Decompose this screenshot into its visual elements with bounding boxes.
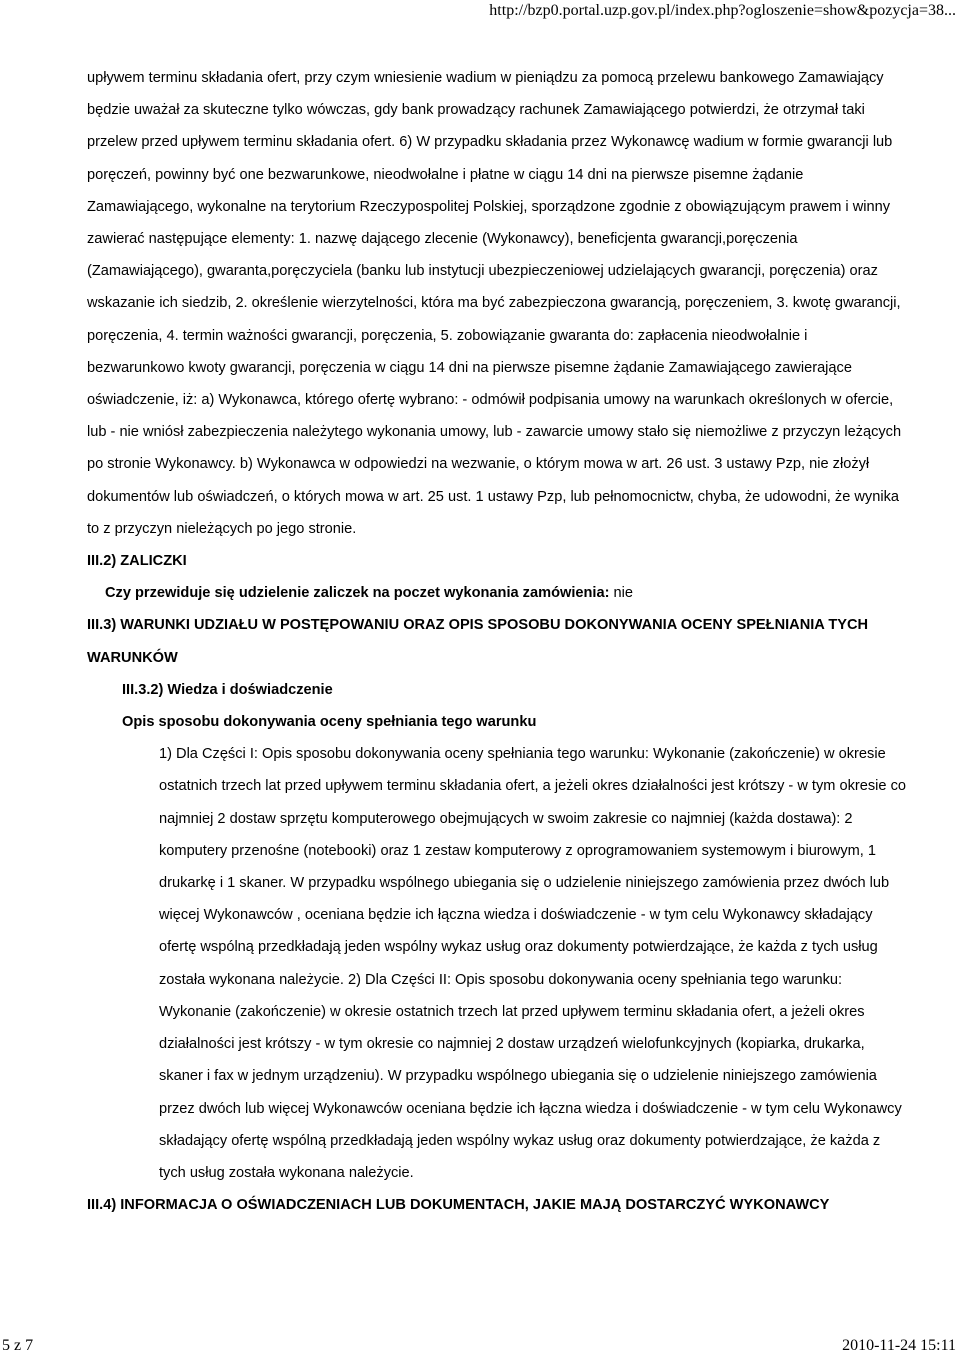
- section-III-4-heading: III.4) INFORMACJA O OŚWIADCZENIACH LUB DOKUMENTACH, JAKIE MAJĄ DOSTARCZYĆ WYKONAWCY: [87, 1197, 830, 1214]
- advance-payment-question: [87, 577, 907, 609]
- document-body: [87, 62, 907, 1221]
- section-III-2-heading: III.2) ZALICZKI: [87, 553, 187, 570]
- section-III-3-heading: III.3) WARUNKI UDZIAŁU W POSTĘPOWANIU ORAZ OPIS SPOSOBU DOKONYWANIA OCENY SPEŁNIANIA TYCH WARUNKÓW: [87, 617, 869, 666]
- page-number: 5 z 7: [2, 1337, 34, 1354]
- question-label: Czy przewiduje się udzielenie zaliczek na poczet wykonania zamówienia:: [105, 585, 610, 602]
- print-datetime: 2010-11-24 15:11: [842, 1337, 956, 1354]
- experience-paragraph: 1) Dla Części I: Opis sposobu dokonywania oceny spełniania tego warunku: Wykonanie (zakończenie) w okresie ostatnich trzech lat przed upływem terminu składania ofert, a jeżeli okres działalności jest krótszy - w tym okresie co najmniej 2 dostaw sprzętu komputerowego obejmujących w swoim zakresie co najmniej (każda dostawa): 2 komputery przenośne (notebooki) oraz 1 zestaw komputerowy z oprogramowaniem systemowym i biurowym, 1 drukarkę i 1 skaner. W przypadku wspólnego ubiegania się o udzielenie niniejszego zamówienia przez dwóch lub więcej Wykonawców , oceniana będzie ich łączna wiedza i doświadczenie - w tym celu Wykonawcy składający ofertę wspólną przedkładają jeden wspólny wykaz usług oraz dokumenty potwierdzające, że każda z tych usług została wykonana należycie. 2) Dla Części II: Opis sposobu dokonywania oceny spełniania tego warunku: Wykonanie (zakończenie) w okresie ostatnich trzech lat przed upływem terminu składania ofert, a jeżeli okres działalności jest krótszy - w tym okresie co najmniej 2 dostaw urządzeń wielofunkcyjnych (kopiarka, drukarka, skaner i fax w jednym urządzeniu). W przypadku wspólnego ubiegania się o udzielenie niniejszego zamówienia przez dwóch lub więcej Wykonawców oceniana będzie ich łączna wiedza i doświadczenie - w tym celu Wykonawcy składający ofertę wspólną przedkładają jeden wspólny wykaz usług oraz dokumenty potwierdzające, że każda z tych usług została wykonana należycie.: [159, 746, 907, 1181]
- assessment-description-heading: Opis sposobu dokonywania oceny spełniania tego warunku: [122, 714, 537, 731]
- question-answer: nie: [609, 585, 633, 602]
- page-url: http://bzp0.portal.uzp.gov.pl/index.php?ogloszenie=show&pozycja=38...: [489, 2, 956, 19]
- wadium-paragraph: upływem terminu składania ofert, przy czym wniesienie wadium w pieniądzu za pomocą przelewu bankowego Zamawiający będzie uważał za skuteczne tylko wówczas, gdy bank prowadzący rachunek Zamawiającego potwierdzi, że otrzymał taki przelew przed upływem terminu składania ofert. 6) W przypadku składania przez Wykonawcę wadium w formie gwarancji lub poręczeń, powinny być one bezwarunkowe, nieodwołalne i płatne w ciągu 14 dni na pierwsze pisemne żądanie Zamawiającego, wykonalne na terytorium Rzeczypospolitej Polskiej, sporządzone zgodnie z obowiązującym prawem i winny zawierać następujące elementy: 1. nazwę dającego zlecenie (Wykonawcy), beneficjenta gwarancji,poręczenia (Zamawiającego), gwaranta,poręczyciela (banku lub instytucji ubezpieczeniowej udzielających gwarancji, poręczenia) oraz wskazanie ich siedzib, 2. określenie wierzytelności, która ma być zabezpieczona gwarancją, poręczeniem, 3. kwotę gwarancji, poręczenia, 4. termin ważności gwarancji, poręczenia, 5. zobowiązanie gwaranta do: zapłacenia nieodwołalnie i bezwarunkowo kwoty gwarancji, poręczenia w ciągu 14 dni na pierwsze pisemne żądanie Zamawiającego zawierające oświadczenie, iż: a) Wykonawca, którego ofertę wybrano: - odmówił podpisania umowy na warunkach określonych w ofercie, lub - nie wniósł zabezpieczenia należytego wykonania umowy, lub - zawarcie umowy stało się niemożliwe z przyczyn leżących po stronie Wykonawcy. b) Wykonawca w odpowiedzi na wezwanie, o którym mowa w art. 26 ust. 3 ustawy Pzp, nie złożył dokumentów lub oświadczeń, o których mowa w art. 25 ust. 1 ustawy Pzp, lub pełnomocnictw, chyba, że udowodni, że wynika to z przyczyn nieleżących po jego stronie.: [87, 70, 902, 537]
- section-III-3-2-heading: III.3.2) Wiedza i doświadczenie: [122, 681, 333, 698]
